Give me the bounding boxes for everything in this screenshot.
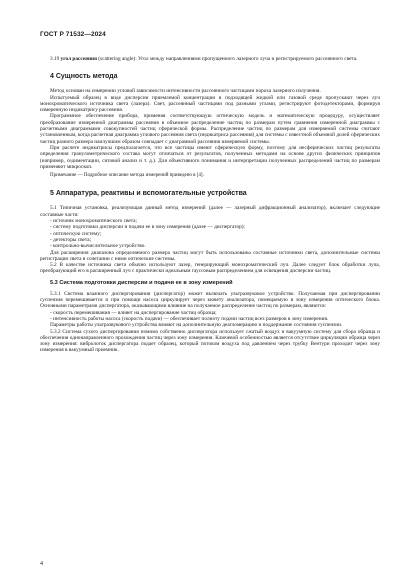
term-3-19 xyxy=(40,56,380,62)
section-4-paragraph: При расчете индикатрисы предполагается, что все частицы имеют сферическую форму, поэтому для несферических частиц результаты определения гранулометрического состава могут отличаться от результатов, полученных методами на основе других физических принципов (например, седиментации, ситовой анализ и т. д.). Для объективного понимания и интерпретации полученных распределений частиц по размерам применяют микроскоп. xyxy=(40,144,380,170)
list-item: - систему подготовки дисперсии и подачи ее в зону измерения (далее — диспергатор); xyxy=(50,224,245,231)
section-4-paragraph: Испытуемый образец в виде дисперсии приемлемой концентрации в подходящей жидкой или газовой среде пропускают через луч монохроматического источника света (лазера). Свет, рассеянный частицами под разными углами, регистрируют фотодетекторами, формируя измеренную индикатрису рассеяния. xyxy=(40,94,380,114)
section-4-title: 4 Сущность метода xyxy=(50,73,118,81)
section-4-note: Примечание — Подробное описание метода измерений приведено в [4]. xyxy=(50,173,204,179)
list-item: - интенсивность работы насоса (скорость подачи) — обеспечивает полноту подачи частиц всех размеров в зону измерения. xyxy=(50,315,329,322)
paragraph-5-2: 5.2 В качестве источника света обычно используют лазер, генерирующий монохроматический луч. Далее следует блок обработки луча, преобразующий его в расширенный луч с практически идеальным гауссовым распределением для освещения дисперсии частиц. xyxy=(40,262,380,275)
section-5-3-title: 5.3 Система подготовки дисперсии и подачи ее в зону измерений xyxy=(50,279,233,286)
paragraph-range: Для расширения диапазона определяемого размера частиц могут быть использованы составные источники света, дополнительные системы регистрации света в сочетании с ними оптические системы. xyxy=(40,249,380,262)
paragraph-5-3-2: 5.3.2 Система сухого диспергирования помимо собственно диспергатора использует сжатый воздух и вакуумную систему для сбора образца и обеспечения однонаправленного прохождения частиц через зону измерения. Ключевой особенностью является отсутствие циркуляции образца через зону измерения: вибролоток диспергатора подает образец, который потоком воздуха под давлением через трубку Вентури проходит через зону измерения в вакуумный приемник. xyxy=(40,328,380,354)
term-number: 3.19 xyxy=(50,56,60,62)
paragraph-5-1: 5.1 Типичная установка, реализующая данный метод измерений (далее — лазерный дифракционный анализатор), включает следующие составные части: xyxy=(40,205,380,218)
term-definition: (scattering angle): Угол между направлениями пропущенного лазерного луча и регистрируемого рассеянного света. xyxy=(96,56,358,62)
list-item: - скорость перемешивания — влияет на диспергирование частиц образца; xyxy=(50,309,217,316)
paragraph-ultrasound: Параметры работы ультразвукового устройства влияют на дополнительную деагломерацию и поддержание состояния суспензии. xyxy=(50,322,343,329)
components-list xyxy=(40,218,380,249)
paragraph-5-3-1: 5.3.1 Система влажного диспергирования (диспергатор) может включать ультразвуковое устройство. Получаемая при диспергировании суспензия перемешивается и при помощи насоса циркулирует через кювету анализатора, помещаемую в зону измерения оптического блока. Основными параметрами диспергатора, оказывающими влияние на получаемое распределение частиц по размерам, являются: xyxy=(40,290,380,310)
list-item: - контрольно-вычислительное устройство. xyxy=(50,243,146,250)
section-4-paragraph: Программное обеспечение прибора, применяя соответствующую оптическую модель и математическую процедуру, осуществляет преобразование измеренной диаграммы рассеяния в объемное распределение частиц по размерам путем сравнения измеренной диаграммы с расчетными диаграммами совокупностей частиц сферической формы. Распределение частиц по размерам для измеряемой системы считают установленным, когда расчетная диаграмма углового рассеяния света (индикатриса рассеяния) для системы с известной объемной долей сферических частиц разного размера наилучшим образом совпадает с диаграммой рассеяния измеряемой системы. xyxy=(40,113,380,145)
dispersion-params-list xyxy=(40,310,380,323)
list-item: - источник монохроматического света; xyxy=(50,218,137,225)
term-name: угол рассеяния xyxy=(60,56,97,62)
section-5-title: 5 Аппаратура, реактивы и вспомогательные устройства xyxy=(50,190,247,198)
page-content xyxy=(40,56,380,354)
section-4-paragraph: Метод основан на измерении угловой зависимости интенсивности рассеянного частицами пороха лазерного излучения. xyxy=(50,88,321,95)
list-item: - детекторы света; xyxy=(50,236,92,243)
list-item: - оптическую систему; xyxy=(50,230,102,237)
standard-header: ГОСТ Р 71532—2024 xyxy=(40,31,106,38)
page-number: 4 xyxy=(40,561,43,567)
